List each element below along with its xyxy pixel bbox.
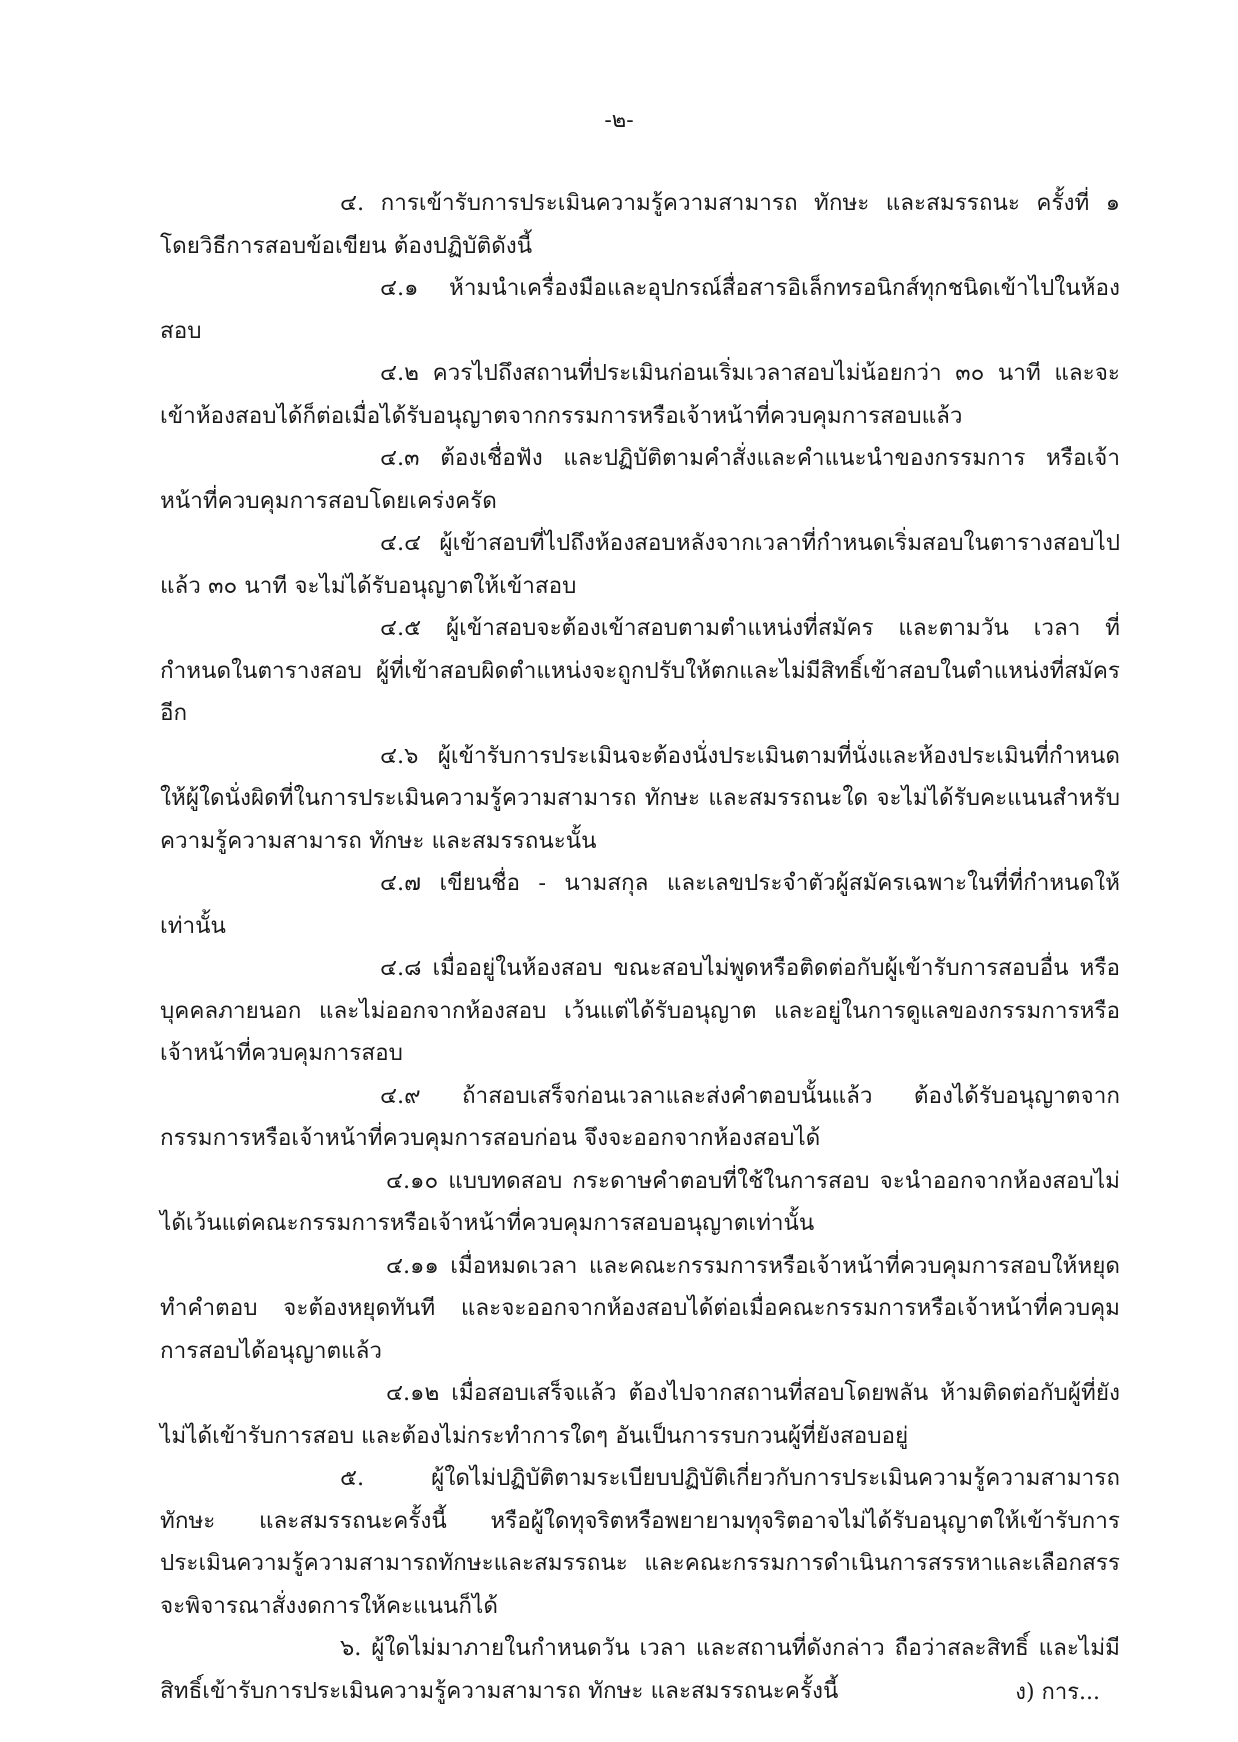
paragraph-item-6: ๖. ผู้ใดไม่มาภายในกำหนดวัน เวลา และสถานที่ดังกล่าว ถือว่าสละสิทธิ์ และไม่มีสิทธิ์เข้ารับการประเมินความรู้ความสามารถ ทักษะ และสมรรถนะครั้งนี้ [160, 1635, 1120, 1704]
paragraph-item-4-9: ๔.๙ ถ้าสอบเสร็จก่อนเวลาและส่งคำตอบนั้นแล้ว ต้องได้รับอนุญาตจากกรรมการหรือเจ้าหน้าที่ควบคุมการสอบก่อน จึงจะออกจากห้องสอบได้ [160, 1082, 1120, 1151]
paragraph-item-4-2: ๔.๒ ควรไปถึงสถานที่ประเมินก่อนเริ่มเวลาสอบไม่น้อยกว่า ๓๐ นาที และจะเข้าห้องสอบได้ก็ต่อเมื่อได้รับอนุญาตจากกรรมการหรือเจ้าหน้าที่ควบคุมการสอบแล้ว [160, 360, 1120, 429]
paragraph-item-4-6: ๔.๖ ผู้เข้ารับการประเมินจะต้องนั่งประเมินตามที่นั่งและห้องประเมินที่กำหนดให้ผู้ใดนั่งผิดที่ในการประเมินความรู้ความสามารถ ทักษะ และสมรรถนะใด จะไม่ได้รับคะแนนสำหรับความรู้ความสามารถ ทักษะ และสมรรถนะนั้น [160, 742, 1120, 854]
paragraph-item-4-12: ๔.๑๒ เมื่อสอบเสร็จแล้ว ต้องไปจากสถานที่สอบโดยพลัน ห้ามติดต่อกับผู้ที่ยังไม่ได้เข้ารับการสอบ และต้องไม่กระทำการใดๆ อันเป็นการรบกวนผู้ที่ยังสอบอยู่ [160, 1380, 1120, 1449]
paragraph-item-4-10: ๔.๑๐ แบบทดสอบ กระดาษคำตอบที่ใช้ในการสอบ จะนำออกจากห้องสอบไม่ได้เว้นแต่คณะกรรมการหรือเจ้าหน้าที่ควบคุมการสอบอนุญาตเท่านั้น [160, 1167, 1120, 1236]
paragraph-item-4-5: ๔.๕ ผู้เข้าสอบจะต้องเข้าสอบตามตำแหน่งที่สมัคร และตามวัน เวลา ที่กำหนดในตารางสอบ ผู้ที่เข้าสอบผิดตำแหน่งจะถูกปรับให้ตกและไม่มีสิทธิ์เข้าสอบในตำแหน่งที่สมัครอีก [160, 615, 1120, 726]
paragraph-item-4: ๔. การเข้ารับการประเมินความรู้ความสามารถ ทักษะ และสมรรถนะ ครั้งที่ ๑ โดยวิธีการสอบข้อเขียน ต้องปฏิบัติดังนี้ [160, 190, 1120, 259]
paragraph-item-5: ๕. ผู้ใดไม่ปฏิบัติตามระเบียบปฏิบัติเกี่ยวกับการประเมินความรู้ความสามารถ ทักษะ และสมรรถนะครั้งนี้ หรือผู้ใดทุจริตหรือพยายามทุจริตอาจไม่ได้รับอนุญาตให้เข้ารับการประเมินความรู้ความสามารถทักษะและสมรรถนะ และคณะกรรมการดำเนินการสรรหาและเลือกสรรจะพิจารณาสั่งงดการให้คะแนนก็ได้ [160, 1465, 1120, 1619]
paragraph-item-4-4: ๔.๔ ผู้เข้าสอบที่ไปถึงห้องสอบหลังจากเวลาที่กำหนดเริ่มสอบในตารางสอบไปแล้ว ๓๐ นาที จะไม่ได้รับอนุญาตให้เข้าสอบ [160, 530, 1120, 599]
paragraph-item-4-8: ๔.๘ เมื่ออยู่ในห้องสอบ ขณะสอบไม่พูดหรือติดต่อกับผู้เข้ารับการสอบอื่น หรือบุคคลภายนอก และไม่ออกจากห้องสอบ เว้นแต่ได้รับอนุญาต และอยู่ในการดูแลของกรรมการหรือเจ้าหน้าที่ควบคุมการสอบ [160, 955, 1120, 1066]
continuation-marker: ง) การ... [1015, 1680, 1100, 1705]
page-number: -๒- [604, 108, 634, 133]
document-body [160, 182, 1120, 1712]
paragraph-item-4-1: ๔.๑ ห้ามนำเครื่องมือและอุปกรณ์สื่อสารอิเล็กทรอนิกส์ทุกชนิดเข้าไปในห้องสอบ [160, 275, 1120, 344]
paragraph-item-4-3: ๔.๓ ต้องเชื่อฟัง และปฏิบัติตามคำสั่งและคำแนะนำของกรรมการ หรือเจ้าหน้าที่ควบคุมการสอบโดยเคร่งครัด [160, 445, 1120, 514]
paragraph-item-4-11: ๔.๑๑ เมื่อหมดเวลา และคณะกรรมการหรือเจ้าหน้าที่ควบคุมการสอบให้หยุดทำคำตอบ จะต้องหยุดทันที และจะออกจากห้องสอบได้ต่อเมื่อคณะกรรมการหรือเจ้าหน้าที่ควบคุมการสอบได้อนุญาตแล้ว [160, 1252, 1120, 1364]
paragraph-item-4-7: ๔.๗ เขียนชื่อ - นามสกุล และเลขประจำตัวผู้สมัครเฉพาะในที่ที่กำหนดให้เท่านั้น [160, 870, 1120, 939]
